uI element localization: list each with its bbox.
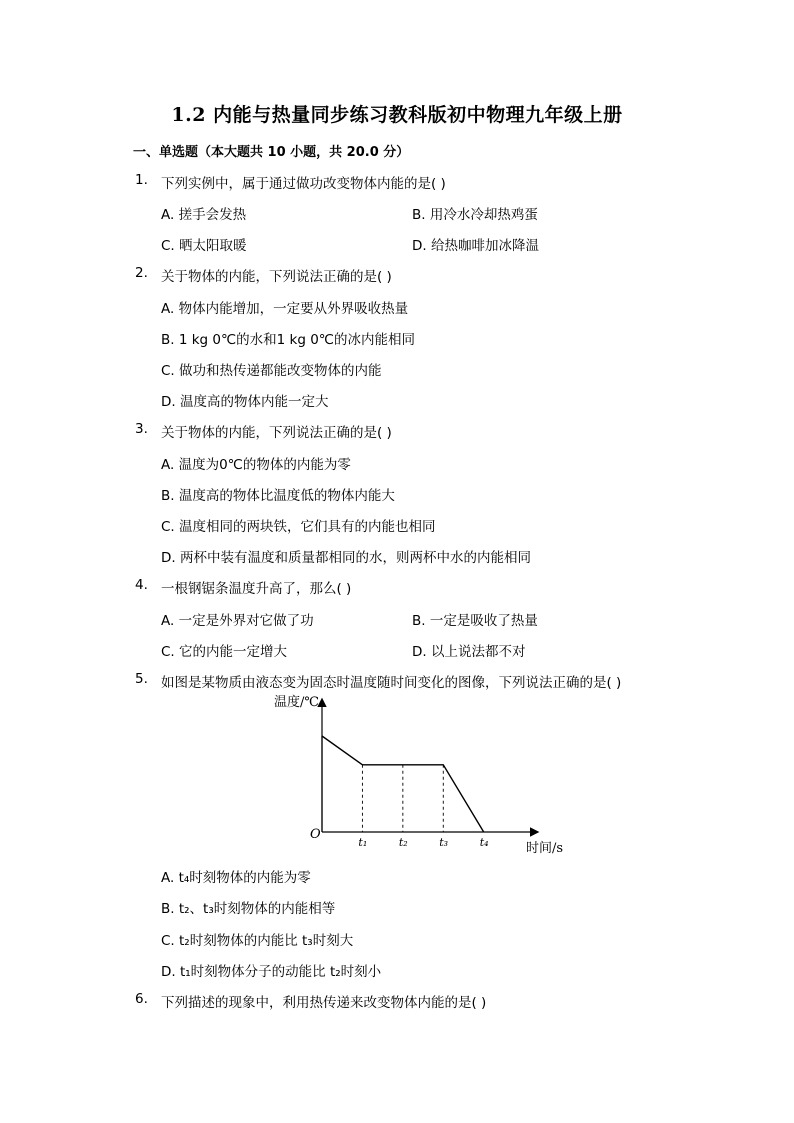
option-4d[interactable]: D. 以上说法都不对 [412, 644, 526, 660]
question-number: 2. [135, 265, 148, 281]
option-3c[interactable]: C. 温度相同的两块铁，它们具有的内能也相同 [161, 519, 436, 535]
question-stem: 下列实例中，属于通过做功改变物体内能的是( ) [161, 176, 446, 192]
question-number: 3. [135, 421, 148, 437]
x-tick-label: t₃ [439, 836, 449, 849]
option-5a[interactable]: A. t₄时刻物体的内能为零 [161, 870, 311, 886]
x-tick-label: t₄ [479, 836, 489, 849]
option-3a[interactable]: A. 温度为0℃的物体的内能为零 [161, 457, 351, 473]
option-2c[interactable]: C. 做功和热传递都能改变物体的内能 [161, 363, 382, 379]
x-tick-label: t₁ [358, 836, 368, 849]
option-2d[interactable]: D. 温度高的物体内能一定大 [161, 394, 329, 410]
option-1c[interactable]: C. 晒太阳取暖 [161, 238, 247, 254]
x-tick-label: t₂ [398, 836, 408, 849]
option-2a[interactable]: A. 物体内能增加，一定要从外界吸收热量 [161, 301, 409, 317]
question-number: 4. [135, 577, 148, 593]
option-1b[interactable]: B. 用冷水冷却热鸡蛋 [412, 207, 538, 223]
option-5d[interactable]: D. t₁时刻物体分子的动能比 t₂时刻小 [161, 964, 382, 980]
question-stem: 关于物体的内能，下列说法正确的是( ) [161, 269, 392, 285]
option-3b[interactable]: B. 温度高的物体比温度低的物体内能大 [161, 488, 395, 504]
option-2b[interactable]: B. 1 kg 0℃的水和1 kg 0℃的冰内能相同 [161, 332, 415, 348]
question-stem: 关于物体的内能，下列说法正确的是( ) [161, 425, 392, 441]
question-stem: 一根钢锯条温度升高了，那么( ) [161, 581, 352, 597]
question-stem: 如图是某物质由液态变为固态时温度随时间变化的图像，下列说法正确的是( ) [161, 675, 622, 691]
question-number: 6. [135, 991, 148, 1007]
option-4b[interactable]: B. 一定是吸收了热量 [412, 613, 538, 629]
y-axis-label: 温度/℃ [274, 695, 319, 710]
option-5b[interactable]: B. t₂、t₃时刻物体的内能相等 [161, 901, 336, 917]
option-4c[interactable]: C. 它的内能一定增大 [161, 644, 288, 660]
x-axis-label: 时间/s [526, 841, 564, 856]
section-heading: 一、单选题（本大题共 10 小题，共 20.0 分） [133, 145, 410, 160]
question-number: 1. [135, 172, 148, 188]
origin-label: O [310, 827, 321, 842]
question-stem: 下列描述的现象中，利用热传递来改变物体内能的是( ) [161, 995, 487, 1011]
option-1a[interactable]: A. 搓手会发热 [161, 207, 247, 223]
page-title: 1.2 内能与热量同步练习教科版初中物理九年级上册 [171, 104, 623, 126]
option-5c[interactable]: C. t₂时刻物体的内能比 t₃时刻大 [161, 933, 354, 949]
option-1d[interactable]: D. 给热咖啡加冰降温 [412, 238, 539, 254]
temperature-time-chart [270, 695, 564, 860]
option-3d[interactable]: D. 两杯中装有温度和质量都相同的水，则两杯中水的内能相同 [161, 550, 531, 566]
question-number: 5. [135, 671, 148, 687]
option-4a[interactable]: A. 一定是外界对它做了功 [161, 613, 314, 629]
